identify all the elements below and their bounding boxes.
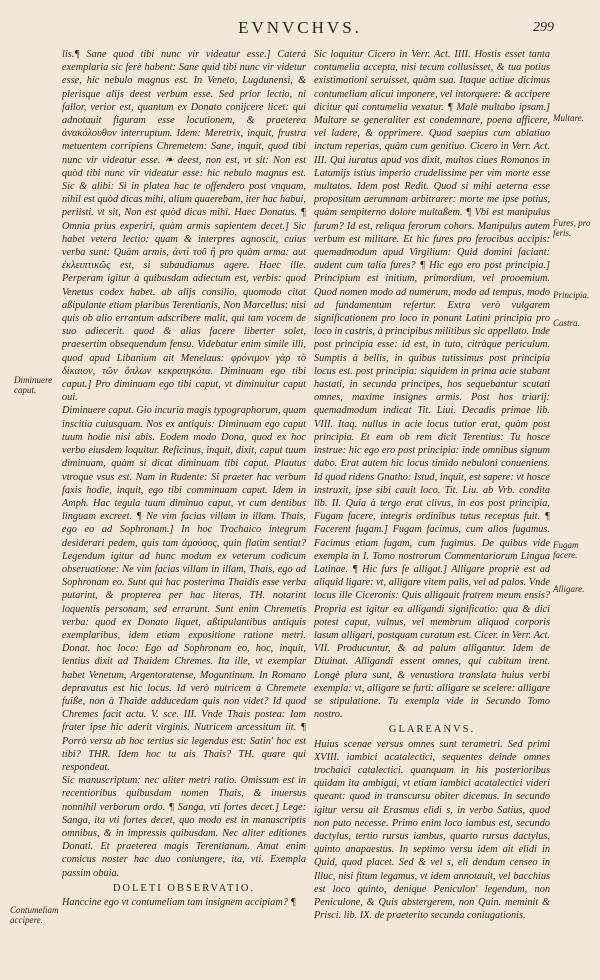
margin-note-fugam: Fugam facere. [553, 540, 579, 560]
margin-note-principia: Principia. [553, 290, 590, 300]
commentary-paragraph: Hanccine ego vt contumeliam tam insignem accipiam? ¶ [62, 897, 296, 908]
section-heading-glareanus: GLAREANVS. [388, 724, 476, 736]
running-title: EVNVCHVS. [238, 18, 362, 37]
margin-note-multare: Multare. [553, 113, 584, 123]
section-heading-doleti: DOLETI OBSERVATIO. [112, 882, 256, 894]
commentary-paragraph: Sic manuscriptum: nec aliter metri ratio. Omissum est in recentioribus quibusdam nomen Thais, & inuersus nonnihil verborum ordo. ¶ Sanga, vti fortes decet.] Lege: Sanga, ita vti fortes decet, quo modo est in manuscriptis omnibus, & in impressis quibusdam. Nec aliter editiones Donati. Et praeterea magis Terentianum. Amat enim comicus noster hac duo coniungere, ita, vti. Exempla passim obuia. [62, 775, 306, 879]
commentary-paragraph: Sic loquitur Cicero in Verr. Act. IIII. Hostis esset tanta contumelia accepta, nisi tecum collusisset, & tua potius existimationi seruisset, quàm sua. Itaque actiue dicimus contumeliam alicui imponere, vel intorquere: & accipere dicitur qui contumelia vexatur. ¶ Malè multabo ipsam.] Multare se generaliter est condemnare, poena afficere, vel ladere, & opprimere. Quod saepius cum ablatiuo inctum reperias, quàm cum genitiuo. Cicero in Verr. Act. III. Qui iuratus apud vos dixit, multos ciues Romanos in Latumijs istius imperio crudelissime per vim morte esse multatos. Idem post Redit. Quod si mihi aeterna esse propositum aerumnam arbitrarer: morte me ipse potius, quàm sempiterno dolore multaßem. ¶ Vbi est manipulus furum? Id est, reliqua ferorum cohors. Manipulus autem verbum est militare. Et hic fures pro ferocibus accipis: quemadmodum apud Virgilium: Quid domini faciant: audent cum talia fures? ¶ Hic ego ero post principia.] Principium est initium, primordium, vel prooemium. Quod nomen modo ad numerum, modo ad tempus, modo ad fundamentum refertur. Extra verò vulgarem significationem pro loco in ponunt Latini principia pro loco in castris, à principibus militibus sic appellato. Inde post principia esse: id est, in tuto, citràque periculum. Sumptis à bellis, in quibus tutissimus post principia locus est. post principia: siquidem in prima acie stabant hastati, in secunda principes, hos sequebantur scutati omnes, maxime insignes armis. Post hos triarij: quemadmodum indicat Tit. Liui. Decadis primae lib. VIII. Itaq. nullus in acie locus tutior erat, quàm post principia. Et eam ob rem dicit Terentius: Tu hosce instrue: hic ego ero post principia: inde omnibus signum dabo. Erat autem hic locus timido nebuloni conueniens. Id quod ridens Gnatho: Istud, inquit, est sapere: vt hosce instruxit, ipse sibi cauit loco. Tit. Liu. ab Vrb. condita lib. II. Quia à tergo erat clivus, in eos post principia, Fugam facere, integris ordinibus tutus receptus fuit. ¶ Facerent fugam.] Fugam facimus, cum alios fugamus. Facimus etiam fugam, cum fugimus. De quibus vide exempla in I. Tomo nostrorum Commentariorum Lingua Latinae. ¶ Hic furs fe alligat.] Alligare propriè est ad aliquid ligare: vt, alligare vitem palis, vel ad palos. Vnde locus ille Ciceronis: Quis alligauit fratrem meum ensis? Propria est igitur ea alligandi significatio: qua & dici potest caput, vulnus, vel membrum aliquod corporis lasum alligari, postquam curatum est. Cicer. in Verr. Act. VII. Producuntur, & ad palum alligantur. Idem de Diuinat. Alligandi essent omnes, qui cubitum irent. Longè plura sunt, & venustiora translata huius verbi exempla: vt, alligare se furti: alligare se scelere: alligare se stipulatione. Tu exempla vide in Secundo Tomo nostro. [314, 49, 550, 721]
page-number: 299 [533, 20, 554, 35]
margin-note-diminuere: Diminuere caput. [14, 375, 53, 395]
margin-note-alligare: Alligare. [553, 584, 585, 594]
commentary-paragraph: Huius scenae versus omnes sunt terametri. Sed primi XVIII. iambici acatalectici, sequentes deinde omnes trochaici catalectici. quanquam in his posterioribus quidam ita ambigui, vt etiam iambici acatalectici videri queant: quod in transcursu obiter dicemus. In secundo igitur versu ait Erasmus elidi s, in verbo Satius, quod non puto necesse. Primo enim loco iambus est, secundo dactylus, tertio rursus iambus, quarto rursus dactylus, quinto anapaestus. In septimo versu idem ait elidi in Quid, quod placet. Sed & vel s, eli dendum censeo in Illuc, nisi fitum legamus, vt idem annotauit, vel bacchius est loco quinto, denique Peniculon' legendum, non Peniculone, & Quis abstergerem, non Quin. meminit & Prisci. lib. IX. de praeterito secunda coniugationis. [314, 738, 550, 922]
margin-note-contumelia: Contumeliam accipere. [10, 905, 59, 925]
margin-note-fures: Fures, pro feris. [553, 218, 591, 238]
right-column [314, 48, 550, 953]
commentary-paragraph: Diminuere caput. Gio incuria magis typographorum, quam inscitia cuiusquam. Nos ex antiquis: Diminuam ego caput tuum hodie nisi abis. Eodem modo Dona, quod ex hoc verbo eiusdem loquitur. Reficinus, inquit, dixit, caput tuum diminuam, quàm si dicat diminuam tibi caput. Plautus vtroque vsus est. Nam in Rudente: Si praeter hac verbum faxis hodie, inquit, ego tibi comminuam caput. Idem in Amph. Hac tegula tuum diminuo caput, vt cum dentibus linguam excreet. ¶ Ne vim facias villam in illam. Thais, ego eo ad Sophronam.] In hoc Trochaico integrum desiderari pedem, quis tam ἀμούσος, quin flatim sentiat? Legendum igitur ad hunc modum ex veterum codicum obseruatione: Ne vim facias villam in illam, Thais, ego ad Sophronam eo. Sunt qui hac posterima Thaidis esse verba putarint, & propterea per hac literas, TH. notarint loquentis personam, sed errarunt. Sunt enim Chremetis verba: quod ex Donato liquet, aßtipulantibus antiquis exemplaribus, idem etiam expositione ratione metri. Donat. hoc loco: Ego ad Sophronam eo, hoc, inquit, lentius dixit ad Thaidem Chremes. Ita ille, vt exemplar habet Venetum, Argentoratense, Moguntinum. In Romano depravatus est hic locus. Id verò nutricem à Chremete fuiße, non à Thaide adducedam quis non videt? Id quod Chremes facit actu. V. sce. III. Vnde Thais postea: Iam frater ipse hic aderit virginis. Nutricem arcessitum iit. ¶ Porrò versu ab hoc tertius sic legendus est: Satin' hoc est tibi? THR. Idem hoc tu ais Thais? TH. quare qui respondeat. [62, 405, 306, 773]
running-head [0, 18, 600, 40]
commentary-paragraph: lis.¶ Sane quod tibi nunc vir videatur esse.] Caterá exemplaria sic ferè habent: Sane quid tibi nunc vir videtur esse, hic nebulo magnus est. In Veneto, Lugdunensi, & plerisque alijs deest verbum esse. Sed prior lectio, ni fallor, verior est, quantum ex Donato conijcere licet: qui adnotauit figuram esse locutionem, & praeterea ἀνακόλουθον interruptum. Idem: Meretrix, inquit, frustra metuentem corripiens Chremetem: Sane, inquit, quod tibi nunc vir videatur esse. ❧ deest, non est, vt sit: Non est quòd tibi nunc vir videatur esse: hic nebulo magnus est. Sic & alibi: Si in platea hac te offendero post vnquam, nihil est quòd dicas mihi, alium quaerebam, iter hac habui, periisti. vt sit, Non est quòd dicas mihi. Haec Donatus. ¶ Omnia prius experiri, quàm armis sapientem decet.] Sic habet vetera lectio: quam & interpres agnoscit, cuius verba sunt: Quàm armis, ἀντὶ τοῦ ἢ pro quàm arma: aut ἐκλειπτικῶς est, si subaudiamus agere. Haec ille. Perperam igitur à quibusdam adiectum est, verbis: quod Venetus codex habet. ab alijs consilio, quomodo citat aßipulante etiam plaribus Terentianis, Non Marcellus: nisi quis ob alio errantum adscribere malit, qui tam vocem de suo adiecerit. quod & alias facere liberter solet, praesertim obsequendum fensu. Videbatur enim simile illi, quod apud Libanium ait Menelaus: φρόνιμον γὰρ τὸ δίκαιον, τῶν ὅπλων κεκρατηκότα. Diminuam ego tibi caput.] Pro diminuam ego tibi caput, vt diminuitur caput oui. [62, 49, 306, 404]
left-column [62, 48, 306, 953]
margin-note-castra: Castra. [553, 318, 580, 328]
